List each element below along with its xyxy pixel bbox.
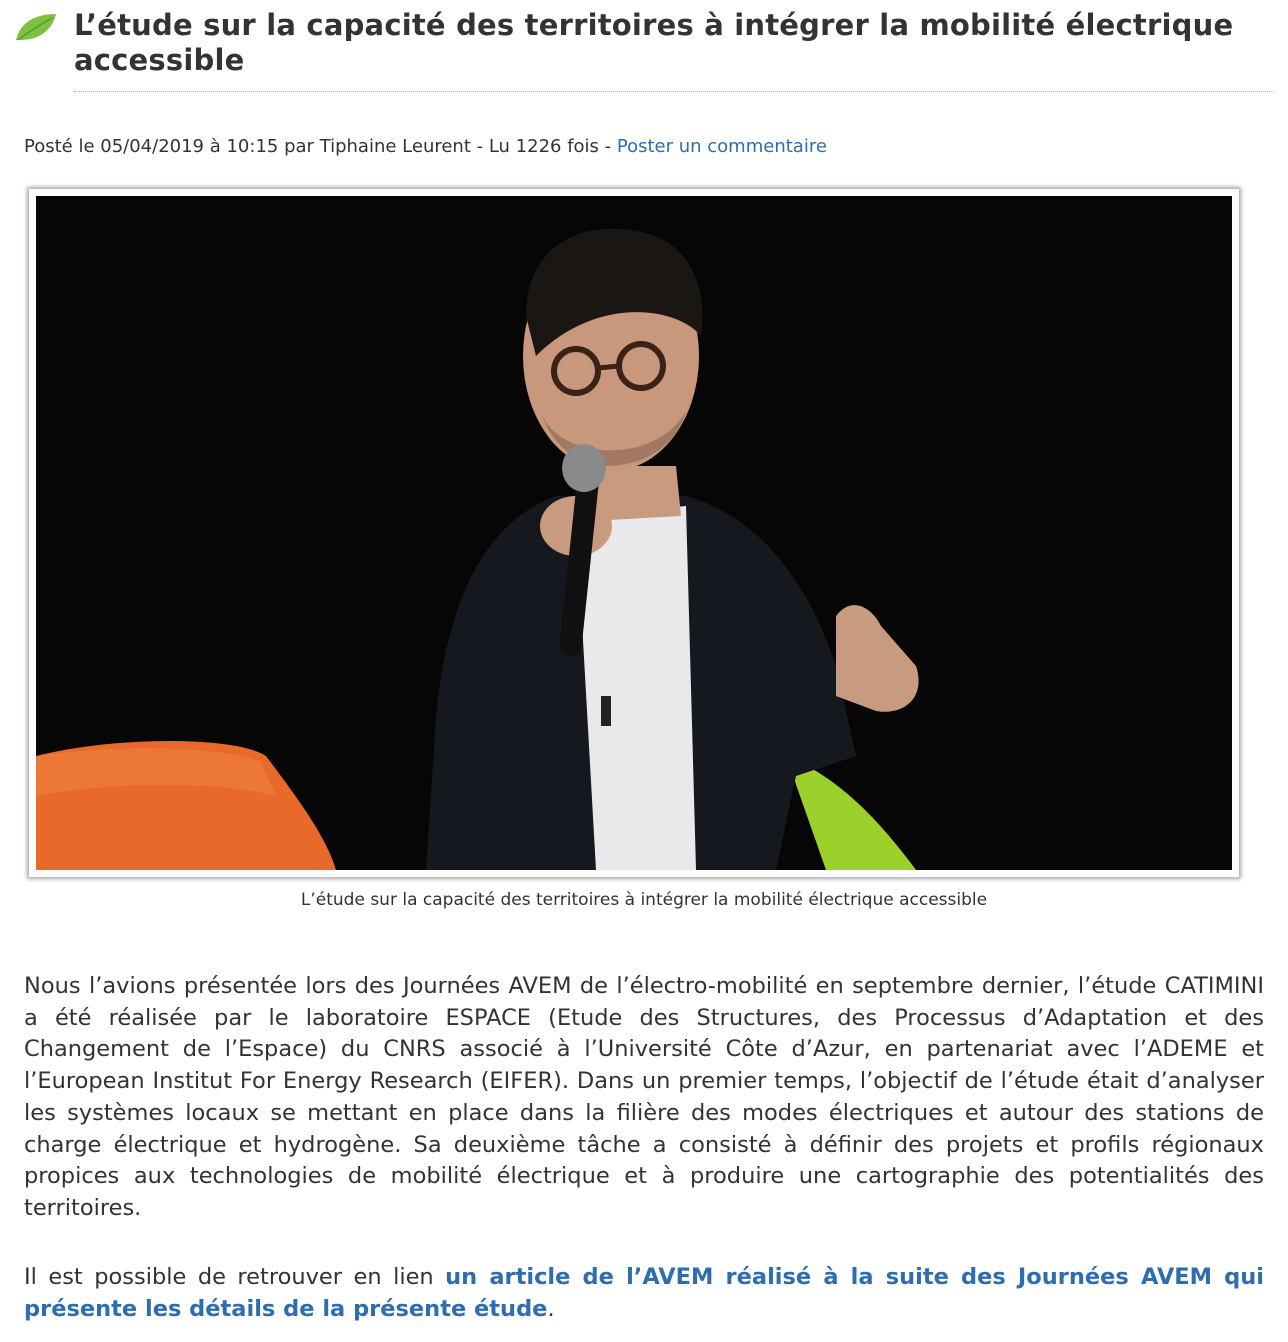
- article-paragraph-1: Nous l’avions présentée lors des Journées AVEM de l’électro-mobilité en septembre dernier, l’étude CATIMINI a été réalisée par le laboratoire ESPACE (Etude des Structures, des Processus d’Adaptation et des Changement de l’Espace) du CNRS associé à l’Université Côte d’Azur, en partenariat avec l’ADEME et l’European Institut For Energy Research (EIFER). Dans un premier temps, l’objectif de l’étude était d’analyser les systèmes locaux se mettant en place dans la filière des modes électriques et autour des stations de charge électrique et hydrogène. Sa deuxième tâche a consisté à définir des projets et profils régionaux propices aux technologies de mobilité électrique et à produire une cartographie des potentialités des territoires.: [24, 973, 1264, 1221]
- avem-article-link[interactable]: un article de l’AVEM réalisé à la suite des Journées AVEM qui présente les détails de la présente étude: [24, 1264, 1264, 1322]
- speaker-photo-illustration: [36, 196, 1232, 870]
- post-meta-info: Posté le 05/04/2019 à 10:15 par Tiphaine Leurent - Lu 1226 fois -: [24, 136, 617, 157]
- page-title: L’étude sur la capacité des territoires à intégrer la mobilité électrique accessible: [74, 8, 1234, 77]
- post-meta: [24, 134, 827, 160]
- article-paragraph-2-suffix: .: [547, 1295, 555, 1322]
- post-comment-link[interactable]: Poster un commentaire: [616, 136, 827, 157]
- photo-caption: L’étude sur la capacité des territoires à intégrer la mobilité électrique accessible: [300, 890, 988, 910]
- article-photo: [36, 196, 1232, 870]
- title-divider: [74, 91, 1274, 92]
- leaf-icon: [12, 10, 58, 44]
- article-paragraph-2-prefix: Il est possible de retrouver en lien: [24, 1264, 446, 1290]
- article-paragraph-2: [24, 1262, 1264, 1325]
- article-photo-frame: [29, 189, 1239, 877]
